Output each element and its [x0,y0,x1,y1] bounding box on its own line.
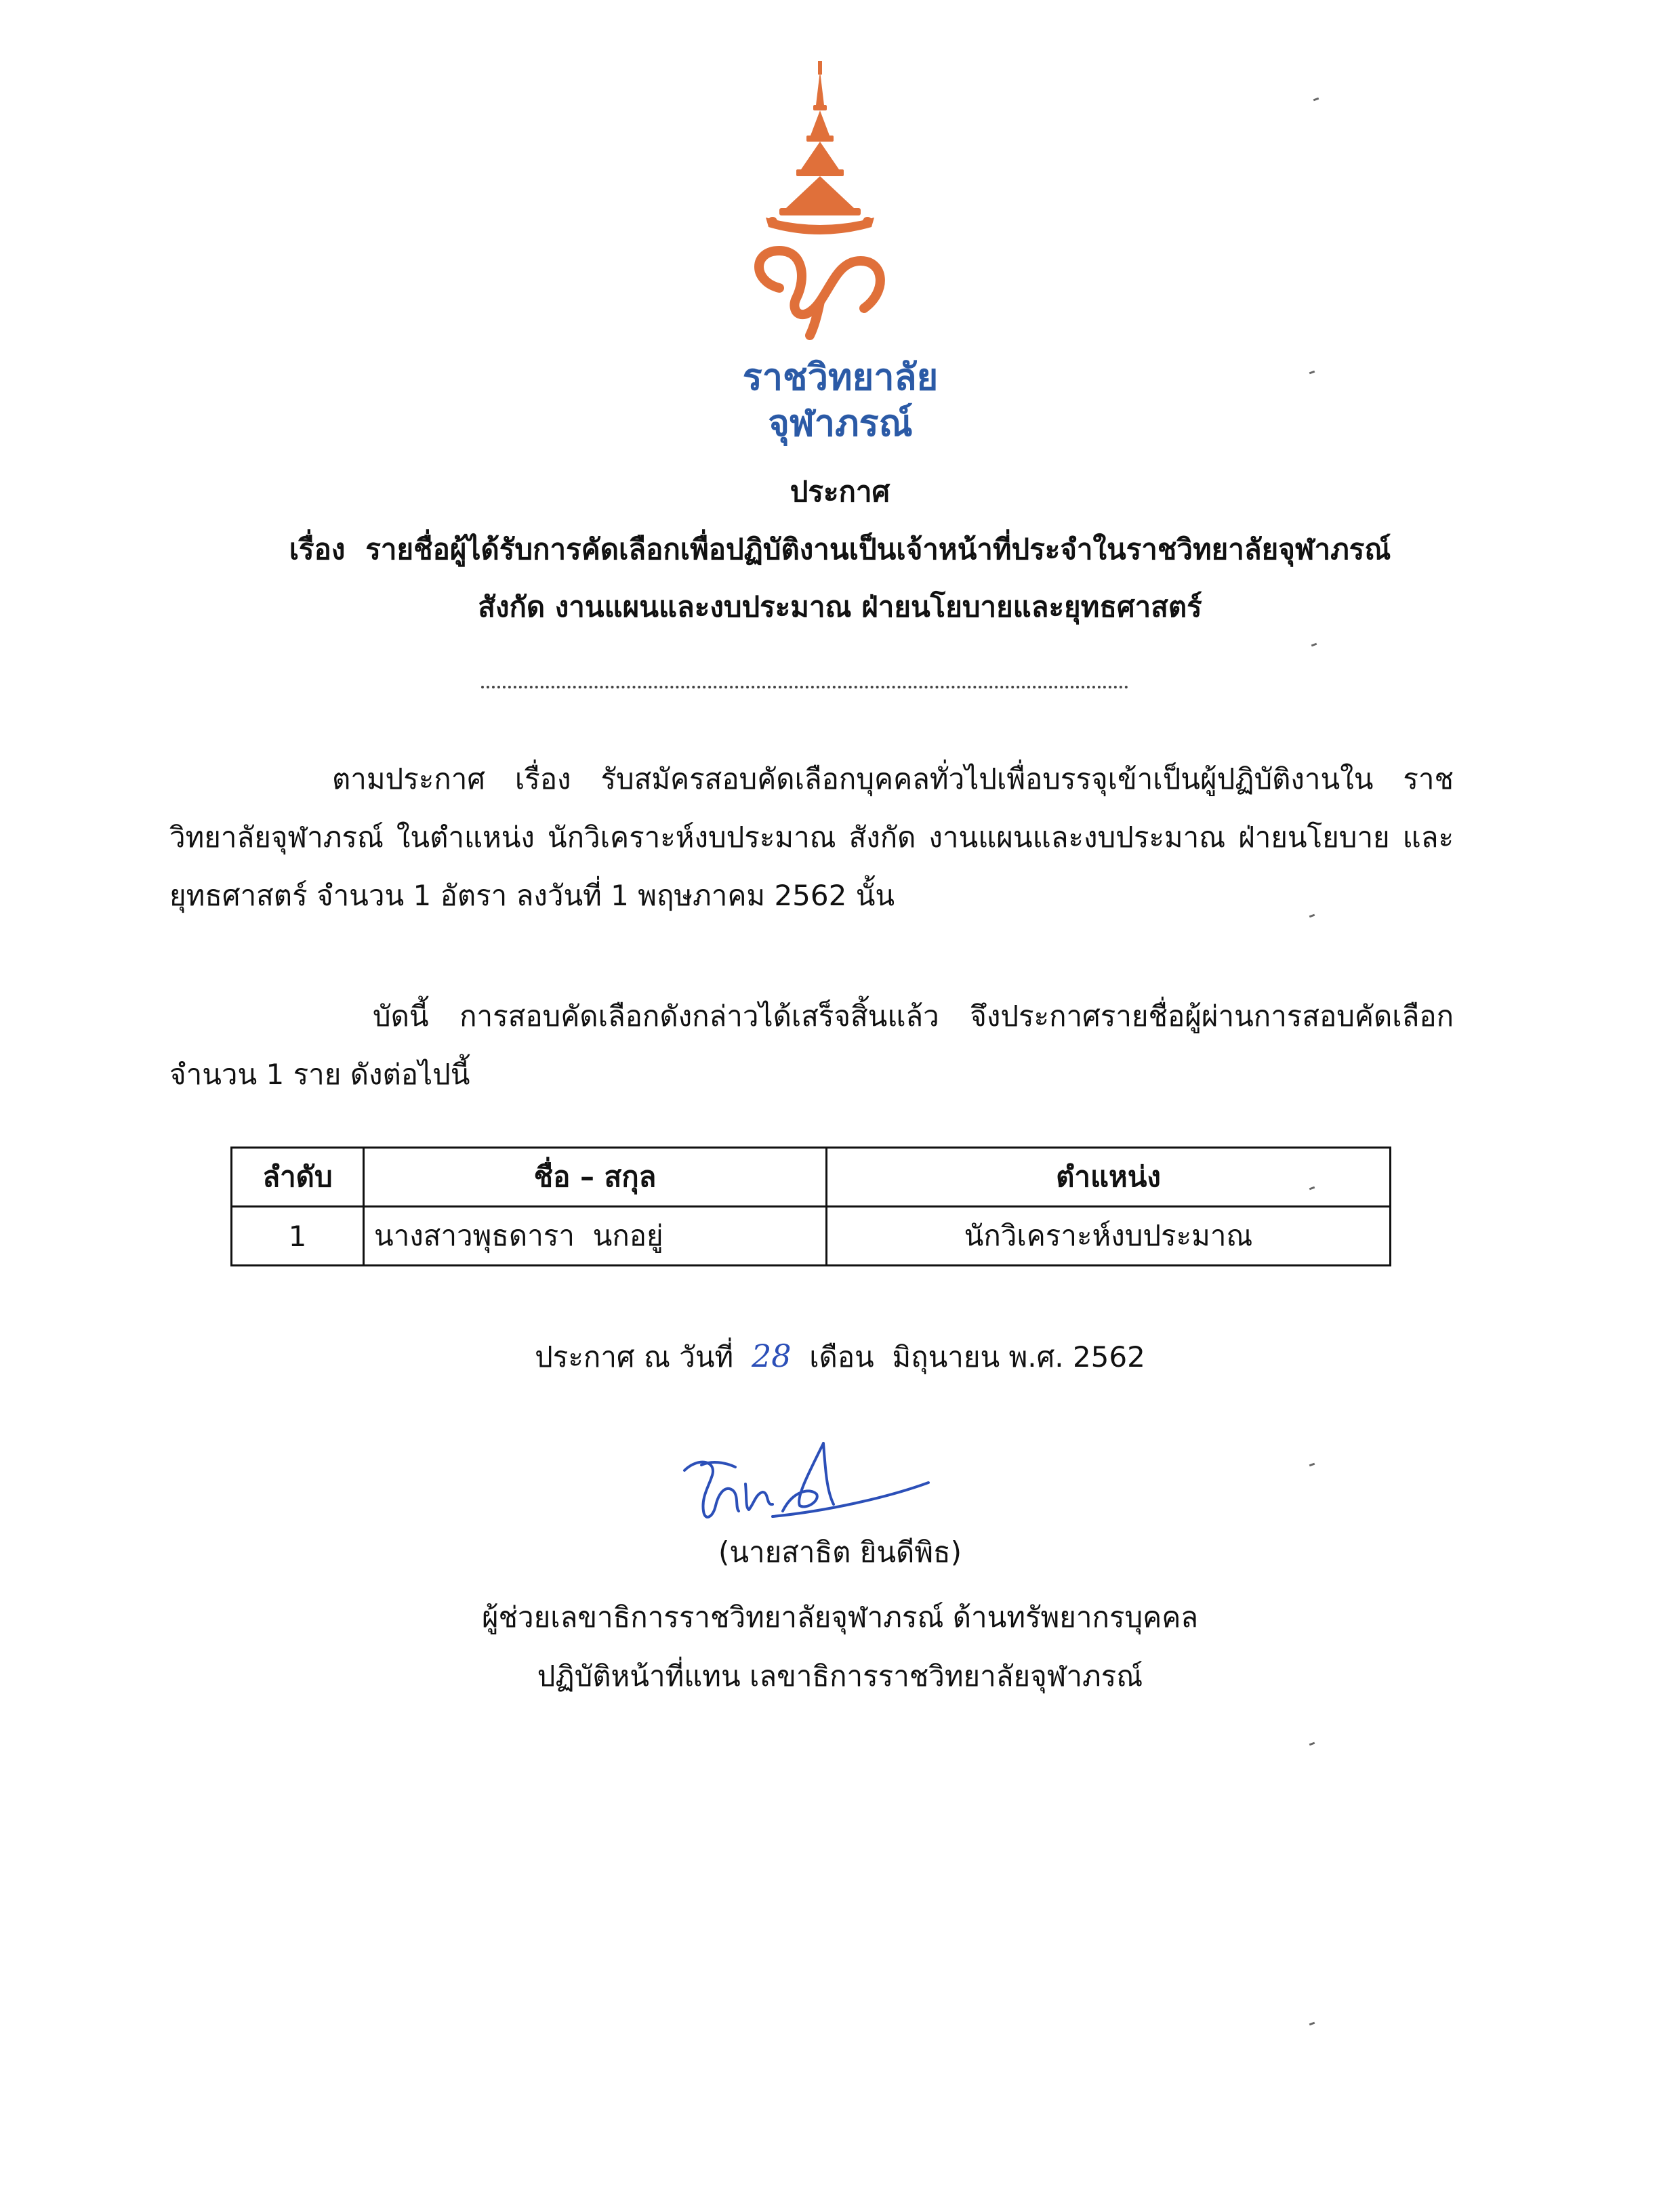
scan-speck [1309,371,1315,375]
row-order: 1 [232,1207,364,1266]
subject-label: เรื่อง [289,533,346,566]
organization-name-line2: จุฬาภรณ์ [768,402,913,445]
scan-speck [1309,1463,1315,1467]
scan-speck [1309,1742,1315,1746]
header-order: ลำดับ [232,1148,364,1207]
table-row [232,1207,1391,1266]
header-name: ชื่อ – สกุล [364,1148,827,1207]
date-month-label: เดือน [809,1340,874,1374]
signer-name: (นายสาธิต ยินดีพิธ) [718,1535,962,1569]
dotted-divider [481,686,1128,688]
date-month-year: มิถุนายน พ.ศ. 2562 [892,1340,1145,1374]
announcement-department: สังกัด งานแผนและงบประมาณ ฝ่ายนโยบายและยุทธศาสตร์ [478,590,1202,623]
signer-acting: ปฏิบัติหน้าที่แทน เลขาธิการราชวิทยาลัยจุฬาภรณ์ [537,1659,1143,1693]
table-header-row [232,1148,1391,1207]
body-paragraph-2: บัดนี้ การสอบคัดเลือกดังกล่าวได้เสร็จสิ้นแล้ว จึงประกาศรายชื่อผู้ผ่านการสอบคัดเลือก จำนวน 1 ราย ดังต่อไปนี้ [169,999,1454,1091]
scan-speck [1313,98,1319,102]
announcement-subject: รายชื่อผู้ได้รับการคัดเลือกเพื่อปฏิบัติงานเป็นเจ้าหน้าที่ประจำในราชวิทยาลัยจุฬาภรณ์ [365,533,1391,566]
organization-name-line1: ราชวิทยาลัย [742,356,939,398]
royal-crown-emblem-icon [739,58,901,349]
announcement-subject-line [136,535,1544,564]
selected-candidates-table [230,1147,1391,1266]
signer-role: ผู้ช่วยเลขาธิการราชวิทยาลัยจุฬาภรณ์ ด้านทรัพยากรบุคคล [481,1601,1199,1634]
row-name: นางสาวพุธดารา นกอยู่ [364,1207,827,1266]
header-position: ตำแหน่ง [827,1148,1391,1207]
date-day: 28 [751,1338,792,1374]
row-position: นักวิเคราะห์งบประมาณ [827,1207,1391,1266]
body-paragraph-1: ตามประกาศ เรื่อง รับสมัครสอบคัดเลือกบุคคลทั่วไปเพื่อบรรจุเข้าเป็นผู้ปฏิบัติงานใน ราชวิทยาลัยจุฬาภรณ์ ในตำแหน่ง นักวิเคราะห์งบประมาณ สังกัด งานแผนและงบประมาณ ฝ่ายนโยบาย และยุทธศาสตร์ จำนวน 1 อัตรา ลงวันที่ 1 พฤษภาคม 2562 นั้น [169,762,1454,912]
scan-speck [1309,2022,1315,2026]
announcement-title: ประกาศ [790,475,890,508]
date-prefix: ประกาศ ณ วันที่ [535,1340,734,1374]
scan-speck [1311,643,1317,647]
announcement-date [407,1338,1273,1374]
handwritten-signature [671,1430,956,1548]
